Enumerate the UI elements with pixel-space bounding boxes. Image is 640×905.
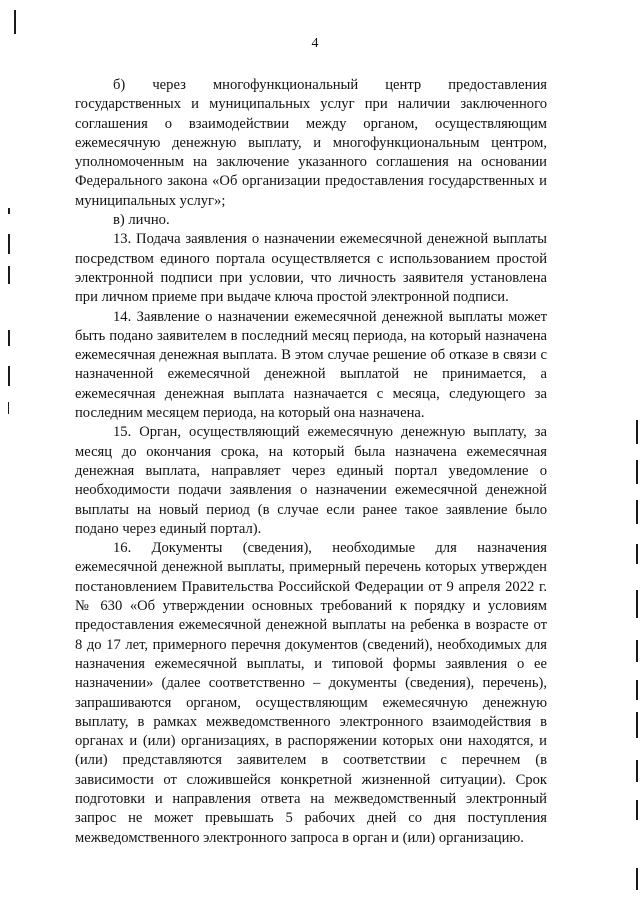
scan-edge-mark [636, 680, 638, 700]
scan-edge-mark [636, 868, 638, 890]
scan-edge-mark [636, 420, 638, 444]
scan-edge-mark [636, 760, 638, 782]
scan-edge-mark [8, 402, 9, 414]
page-number: 4 [311, 36, 319, 51]
document-body [75, 76, 547, 848]
paragraph-item-b: б) через многофункциональный центр предоставления государственных и муниципальных услуг при наличии заключенного соглашения о взаимодействии между органом, осуществляющим ежемесячную денежную выплату, и многофункциональным центром, уполномоченным на заключение указанного соглашения на основании Федерального закона «Об организации предоставления государственных и муниципальных услуг»; [75, 77, 547, 209]
scan-edge-mark [636, 640, 638, 662]
scan-edge-mark [636, 800, 638, 820]
paragraph-14: 14. Заявление о назначении ежемесячной денежной выплаты может быть подано заявителем в последний месяц периода, на который назначена ежемесячная денежная выплата. В этом случае решение об отказе в связи с назначенной ежемесячной денежной выплатой не принимается, а ежемесячная денежная выплата назначается с месяца, следующего за последним месяцем периода, на который она назначена. [75, 308, 547, 422]
paragraph-15: 15. Орган, осуществляющий ежемесячную денежную выплату, за месяц до окончания срока, на который была назначена ежемесячная денежная выплата, направляет через единый портал уведомление о необходимости подачи заявления о назначении ежемесячной денежной выплаты на новый период (в случае если ранее такое заявление было подано через единый портал). [75, 424, 547, 537]
scan-edge-mark [8, 208, 10, 214]
scan-edge-mark [636, 590, 638, 618]
scan-edge-mark [636, 712, 638, 738]
paragraph-13: 13. Подача заявления о назначении ежемесячной денежной выплаты посредством единого портала осуществляется с использованием простой электронной подписи при условии, что личность заявителя установлена при личном приеме при выдаче ключа простой электронной подписи. [75, 231, 547, 306]
paragraph-16: 16. Документы (сведения), необходимые для назначения ежемесячной денежной выплаты, примерный перечень которых утвержден постановлением Правительства Российской Федерации от 9 апреля 2022 г. № 630 «Об утверждении основных требований к порядку и условиям предоставления ежемесячной денежной выплаты на ребенка в возрасте от 8 до 17 лет, примерного перечня документов (сведений), необходимых для назначения ежемесячной выплаты, и типовой формы заявления о ее назначении» (далее соответственно – документы (сведения), перечень), запрашиваются органом, осуществляющим ежемесячную денежную выплату, в рамках межведомственного электронного взаимодействия в органах и (или) организациях, в распоряжении которых они находятся, и (или) представляются заявителем в соответствии с перечнем (в зависимости от сложившейся конкретной жизненной ситуации). Срок подготовки и направления ответа на межведомственный электронный запрос не может превышать 5 рабочих дней со дня поступления межведомственного электронного запроса в орган и (или) организацию. [75, 540, 547, 846]
scan-edge-mark [8, 366, 10, 386]
scan-edge-mark [636, 460, 638, 484]
scan-edge-mark [8, 266, 10, 284]
scan-edge-mark [8, 234, 10, 254]
scan-edge-mark [14, 10, 16, 34]
paragraph-item-v: в) лично. [113, 212, 170, 229]
scan-edge-mark [636, 500, 638, 524]
scan-edge-mark [8, 330, 10, 346]
scan-edge-mark [636, 544, 638, 564]
